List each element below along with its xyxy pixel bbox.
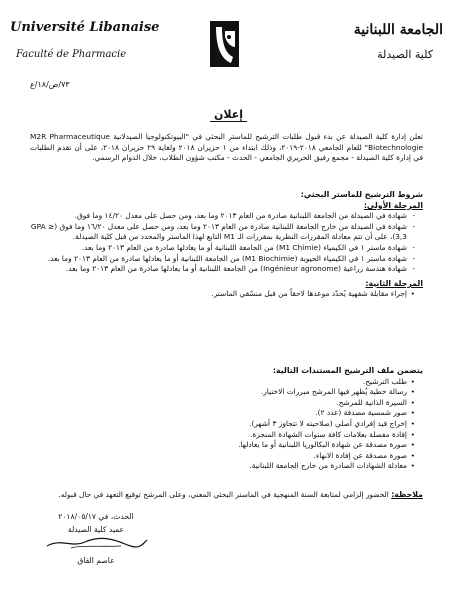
list-item: • صورة مصدقة عن إفادة الانهاء. [30,451,415,462]
list-item: • صور شمسية مصدقة (عدد ٢). [30,408,415,419]
signature-block [36,510,156,567]
faculty-name-ar: كلية الصيدلة [377,48,433,61]
note-section [30,490,423,501]
documents-list [30,377,423,472]
list-item: • رسالة خطية يُظهر فيها المرشح مبررات الاختيار. [30,387,415,398]
header-french [10,20,160,60]
conditions-section [30,190,423,300]
list-item: • السيرة الذاتية للمرشح. [30,398,415,409]
university-name-ar: الجامعة اللبنانية [353,22,443,38]
list-item: • إجراء مقابلة شفهية يُحدّد موعدها لاحقاً من قبل منسّقي الماستر. [30,289,415,300]
intro-paragraph: تعلن إدارة كلية الصيدلة عن بدء قبول طلبات الترشيح للماستر البحثي في "البيوتكنولوجيا الصيدلانية M2R Pharmaceutique Biotechnologie" للعام الجامعي ٢٠١٨-٢٠١٩، وذلك ابتداء من ١ حزيران ٢٠١٨ ولغاية ٢٩ حزيران ٢٠١٨، على أن تقدم الطلبات في إدارة كلية الصيدلة - مجمع رفيق الحريري الجامعي - الحدث - مكتب شؤون الطلاب، خلال الدوام الرسمي. [30,132,423,163]
list-item: • صورة مصدقة عن شهادة البكالوريا اللبنانية أو ما يعادلها. [30,440,415,451]
header-arabic [313,22,443,61]
list-item: - شهادة هندسة زراعية (Ingénieur agronome) من الجامعة اللبنانية أو ما يعادلها صادرة من العام ٢٠١٣ وما بعد. [30,264,415,275]
reference-number: ٧٣/ص/١٨/ع [30,80,70,89]
documents-section [30,366,423,472]
note-label: ملاحظة: [391,490,423,499]
handwritten-signature-icon [41,536,151,550]
list-item: - شهادة في الصيدلة من الجامعة اللبنانية صادرة من العام ٢٠١٣ وما بعد، ومن حصل على معدل ١٤/٢٠ وما فوق. [30,211,415,222]
list-item: - شهادة ماستر ١ في الكيمياء (M1 Chimie) من الجامعة اللبنانية أو ما يعادلها صادرة من العام ٢٠١٣ وما بعد. [30,243,415,254]
documents-heading: يتضمن ملف الترشيح المستندات التالية: [272,366,423,375]
stage1-list [30,211,423,275]
list-item: • معادلة الشهادات الصادرة من خارج الجامعة اللبنانية. [30,461,415,472]
university-logo-icon [207,17,242,72]
list-item: - شهادة في الصيدلة من خارج الجامعة اللبنانية صادرة من العام ٢٠١٣ وما بعد، ومن حصل على معدل ١٦/٢٠ وما فوق (GPA ≥ 3,3)، على أن تتم معادلة المقررات النظرية بمقررات الـ M1 التابع لهذا الماستر والمحدد من قبل كلية الصيدلة. [30,222,415,243]
list-item: - شهادة ماستر ١ في الكيمياء الحيوية (M1 Biochimie) من الجامعة اللبنانية أو ما يعادلها صادرة من العام ٢٠١٣ وما بعد. [30,254,415,265]
announcement-title [0,108,457,121]
faculty-name-fr: Faculté de Pharmacie [16,49,127,60]
title-text: إعلان [210,108,247,122]
note-text: الحضور إلزامي لمتابعة السنة المنهجية في الماستر البحثي المعني، وعلى المرشح توقيع التعهد في حال قبوله. [58,490,389,499]
stage2-list [30,289,423,300]
list-item: • طلب الترشيح. [30,377,415,388]
stage2-heading: المرحلة الثانية: [365,278,423,288]
list-item: • إفادة مفصلة بعلامات كافة سنوات الشهادة المنجزة. [30,430,415,441]
conditions-heading: شروط الترشيح للماستر البحثي: [300,190,423,199]
signature-role: عميد كلية الصيدلة [67,525,125,534]
signature-date: الحدث، في ٢٠١٨/٠٥/١٧ [58,512,134,521]
signature-name: عاصم القاق [77,556,115,565]
list-item: • إخراج قيد إفرادي أصلي (صلاحيته لا تتجاوز ٣ أشهر). [30,419,415,430]
university-name-fr: Université Libanaise [10,20,160,35]
stage1-heading: المرحلة الأولى: [363,200,423,210]
